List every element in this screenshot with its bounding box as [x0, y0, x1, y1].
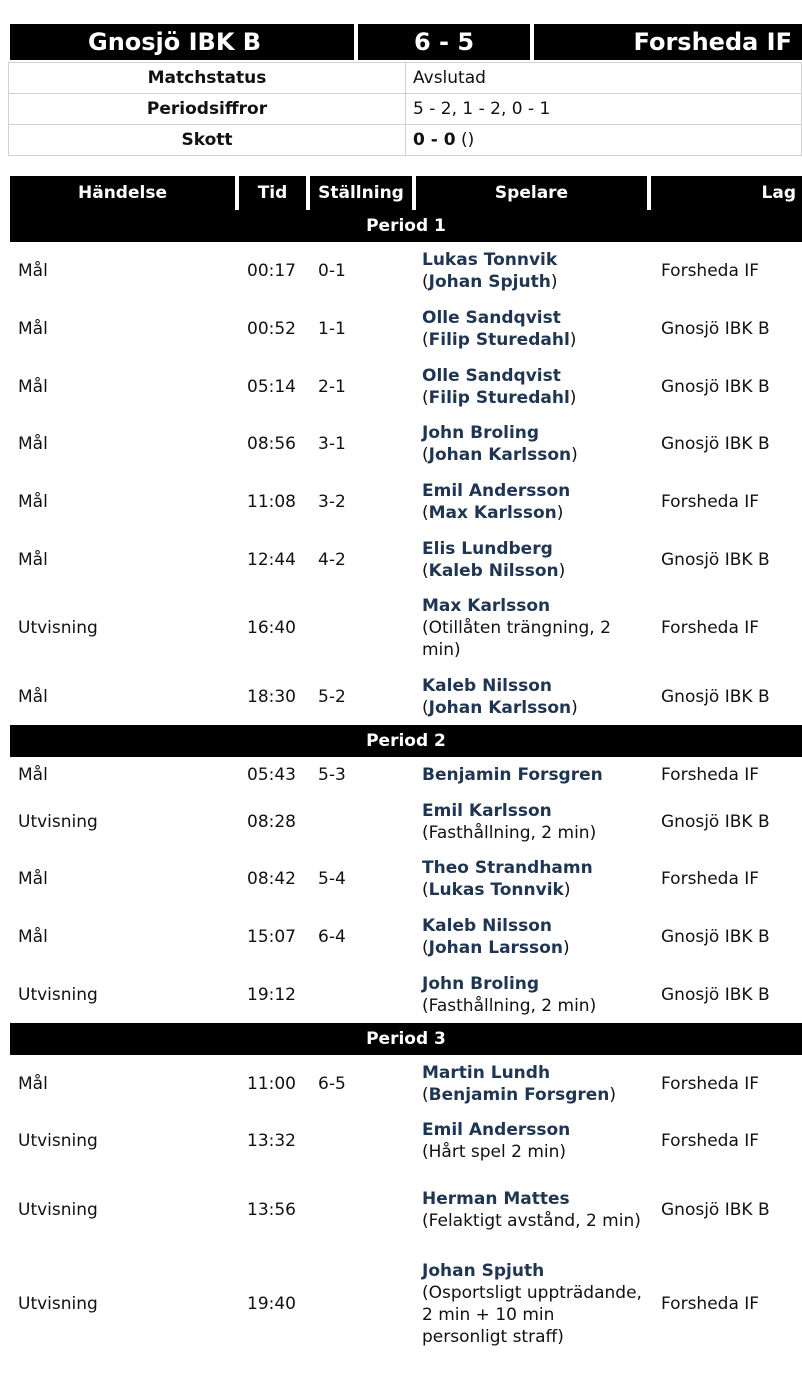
- event-team: Forsheda IF: [661, 1073, 760, 1094]
- event-time: 00:17: [247, 261, 296, 281]
- event-player-cell: [416, 966, 651, 1023]
- event-time: 16:40: [247, 618, 296, 638]
- player-link[interactable]: Martin Lundh: [422, 1062, 551, 1083]
- event-team: Gnosjö IBK B: [661, 811, 770, 832]
- info-value: 5 - 2, 1 - 2, 0 - 1: [406, 94, 802, 125]
- event-type: Mål: [18, 927, 48, 947]
- event-team: Gnosjö IBK B: [661, 927, 770, 947]
- event-player-cell: Elis Lundberg (Kaleb Nilsson): [422, 538, 566, 581]
- event-player-cell: Emil Andersson (Max Karlsson): [422, 481, 571, 523]
- event-time: 08:28: [247, 811, 296, 832]
- event-team: Forsheda IF: [661, 1294, 760, 1314]
- event-team: Gnosjö IBK B: [661, 549, 770, 570]
- event-standing: [310, 1170, 416, 1249]
- event-type: Mål: [18, 261, 48, 281]
- event-team: Forsheda IF: [661, 1131, 760, 1151]
- event-row: [10, 300, 802, 358]
- event-type: Utvisning: [18, 811, 98, 832]
- assist-player-link[interactable]: Benjamin Forsgren: [428, 1084, 610, 1105]
- event-standing: 5-3: [318, 765, 346, 785]
- event-standing: [310, 588, 416, 668]
- event-player-cell: Olle Sandqvist (Filip Sturedahl): [422, 365, 577, 408]
- event-time: 05:43: [247, 765, 296, 785]
- event-row: [10, 1170, 802, 1249]
- event-team: Gnosjö IBK B: [661, 434, 770, 454]
- event-standing: 5-2: [318, 686, 346, 707]
- event-time: 11:08: [247, 492, 296, 512]
- event-standing: [310, 1112, 416, 1170]
- event-row: [10, 757, 802, 793]
- event-standing: 1-1: [318, 319, 346, 339]
- event-team: Forsheda IF: [661, 869, 760, 889]
- event-standing: 2-1: [318, 376, 346, 397]
- event-team: Gnosjö IBK B: [661, 686, 770, 707]
- penalty-reason: (Hårt spel 2 min): [422, 1142, 567, 1162]
- penalty-reason: (Fasthållning, 2 min): [422, 995, 597, 1016]
- event-type: Utvisning: [18, 1294, 98, 1314]
- player-link[interactable]: John Broling: [422, 973, 540, 994]
- event-player-cell: [416, 588, 651, 668]
- player-link[interactable]: Emil Karlsson: [422, 800, 552, 821]
- events-header-row: [10, 176, 802, 210]
- info-row-status: [9, 63, 802, 94]
- event-row: [10, 358, 802, 415]
- event-time: 05:14: [247, 376, 296, 397]
- assist-player-link[interactable]: Kaleb Nilsson: [428, 560, 559, 581]
- event-type: Mål: [18, 434, 48, 454]
- assist-player-link[interactable]: Johan Spjuth: [428, 272, 551, 292]
- column-header-standing: Ställning: [310, 176, 416, 210]
- assist-player-link[interactable]: Max Karlsson: [428, 503, 557, 523]
- column-header-event: Händelse: [10, 176, 239, 210]
- event-team: Gnosjö IBK B: [661, 984, 770, 1005]
- event-player-cell: [416, 1249, 651, 1359]
- player-link[interactable]: Emil Andersson: [422, 481, 571, 501]
- home-team-name: Gnosjö IBK B: [10, 24, 354, 60]
- event-player-cell: John Broling (Johan Karlsson): [422, 423, 578, 465]
- player-link[interactable]: Elis Lundberg: [422, 538, 553, 559]
- event-team: Gnosjö IBK B: [661, 376, 770, 397]
- player-link[interactable]: Lukas Tonnvik: [422, 250, 558, 270]
- info-value: Avslutad: [406, 63, 802, 94]
- shots-value: 0 - 0: [413, 130, 456, 150]
- event-standing: [310, 1249, 416, 1359]
- assist-player-link[interactable]: Filip Sturedahl: [428, 330, 570, 350]
- event-row: [10, 793, 802, 850]
- player-link[interactable]: Johan Spjuth: [422, 1261, 545, 1281]
- events-table: [10, 176, 802, 1359]
- player-link[interactable]: Emil Andersson: [422, 1120, 571, 1140]
- assist-player-link[interactable]: Johan Karlsson: [428, 445, 572, 465]
- event-standing: [310, 793, 416, 850]
- shots-extra: (): [455, 130, 475, 150]
- event-time: 13:32: [247, 1131, 296, 1151]
- assist-player-link[interactable]: Johan Larsson: [428, 938, 563, 958]
- event-team: Gnosjö IBK B: [661, 1199, 770, 1220]
- event-row: [10, 908, 802, 966]
- event-time: 11:00: [247, 1073, 296, 1094]
- event-type: Mål: [18, 869, 48, 889]
- event-time: 19:40: [247, 1294, 296, 1314]
- player-link[interactable]: John Broling: [422, 423, 540, 443]
- penalty-reason: (Osportsligt uppträdande, 2 min + 10 min personligt straff): [422, 1283, 642, 1347]
- info-label: Matchstatus: [9, 63, 406, 94]
- event-standing: 6-4: [318, 927, 346, 947]
- event-row: [10, 531, 802, 588]
- event-type: Utvisning: [18, 984, 98, 1005]
- penalty-reason: (Felaktigt avstånd, 2 min): [422, 1210, 641, 1231]
- info-label: Periodsiffror: [9, 94, 406, 125]
- period-title: Period 2: [10, 725, 802, 757]
- event-type: Mål: [18, 319, 48, 339]
- event-time: 08:42: [247, 869, 296, 889]
- event-type: Utvisning: [18, 1199, 98, 1220]
- player-link[interactable]: Theo Strandhamn: [422, 858, 593, 878]
- event-player-cell: [416, 793, 651, 850]
- event-row: [10, 242, 802, 300]
- info-row-shots: [9, 125, 802, 156]
- event-row: [10, 473, 802, 531]
- away-team-name: Forsheda IF: [534, 24, 802, 60]
- event-player-cell: [416, 1112, 651, 1170]
- player-link[interactable]: Kaleb Nilsson: [422, 916, 552, 936]
- period-header-row: [10, 725, 802, 757]
- info-row-period-scores: [9, 94, 802, 125]
- event-standing: 5-4: [318, 869, 346, 889]
- event-time: 19:12: [247, 984, 296, 1005]
- player-link[interactable]: Max Karlsson: [422, 596, 551, 616]
- period-header-row: [10, 210, 802, 242]
- player-link[interactable]: Olle Sandqvist: [422, 365, 561, 386]
- event-row: [10, 668, 802, 725]
- event-player-cell: Kaleb Nilsson (Johan Karlsson): [422, 675, 578, 718]
- event-row: [10, 850, 802, 908]
- event-time: 15:07: [247, 927, 296, 947]
- event-type: Mål: [18, 376, 48, 397]
- event-row: [10, 966, 802, 1023]
- events-body: [10, 210, 802, 1359]
- event-standing: [310, 966, 416, 1023]
- player-link[interactable]: Olle Sandqvist: [422, 308, 561, 328]
- event-type: Mål: [18, 1073, 48, 1094]
- event-time: 08:56: [247, 434, 296, 454]
- assist-player-link[interactable]: Lukas Tonnvik: [428, 880, 564, 900]
- event-type: Mål: [18, 549, 48, 570]
- event-time: 00:52: [247, 319, 296, 339]
- event-row: [10, 1055, 802, 1112]
- period-header-row: [10, 1023, 802, 1055]
- event-row: [10, 1249, 802, 1359]
- match-header: [10, 24, 802, 60]
- event-standing: 0-1: [318, 261, 346, 281]
- match-score: 6 - 5: [358, 24, 530, 60]
- event-team: Forsheda IF: [661, 765, 760, 785]
- event-player-cell: Kaleb Nilsson (Johan Larsson): [422, 916, 570, 958]
- event-player-cell: [416, 757, 651, 793]
- event-type: Mål: [18, 686, 48, 707]
- period-title: Period 1: [10, 210, 802, 242]
- event-type: Utvisning: [18, 618, 98, 638]
- info-label: Skott: [9, 125, 406, 156]
- event-type: Utvisning: [18, 1131, 98, 1151]
- column-header-player: Spelare: [416, 176, 651, 210]
- period-title: Period 3: [10, 1023, 802, 1055]
- event-team: Forsheda IF: [661, 618, 760, 638]
- match-info-table: [8, 62, 802, 156]
- event-row: [10, 588, 802, 668]
- event-player-cell: Lukas Tonnvik (Johan Spjuth): [422, 250, 558, 292]
- assist-player-link[interactable]: Johan Karlsson: [428, 697, 572, 718]
- event-team: Forsheda IF: [661, 261, 760, 281]
- penalty-reason: (Otillåten trängning, 2 min): [422, 618, 611, 660]
- event-row: [10, 415, 802, 473]
- event-standing: 4-2: [318, 549, 346, 570]
- column-header-team: Lag: [651, 176, 802, 210]
- column-header-time: Tid: [239, 176, 310, 210]
- event-time: 13:56: [247, 1199, 296, 1220]
- event-team: Gnosjö IBK B: [661, 319, 770, 339]
- event-standing: 3-2: [318, 492, 346, 512]
- event-time: 12:44: [247, 549, 296, 570]
- info-value: [406, 125, 802, 156]
- player-link[interactable]: Benjamin Forsgren: [422, 765, 603, 785]
- event-type: Mål: [18, 492, 48, 512]
- player-link[interactable]: Herman Mattes: [422, 1188, 570, 1209]
- event-time: 18:30: [247, 686, 296, 707]
- player-link[interactable]: Kaleb Nilsson: [422, 675, 552, 696]
- penalty-reason: (Fasthållning, 2 min): [422, 822, 597, 843]
- event-player-cell: [416, 1170, 651, 1249]
- event-player-cell: Martin Lundh (Benjamin Forsgren): [422, 1062, 617, 1105]
- event-row: [10, 1112, 802, 1170]
- event-standing: 3-1: [318, 434, 346, 454]
- assist-player-link[interactable]: Filip Sturedahl: [428, 387, 570, 408]
- event-player-cell: Theo Strandhamn (Lukas Tonnvik): [422, 858, 593, 900]
- event-type: Mål: [18, 765, 48, 785]
- event-team: Forsheda IF: [661, 492, 760, 512]
- event-standing: 6-5: [318, 1073, 346, 1094]
- event-player-cell: Olle Sandqvist (Filip Sturedahl): [422, 308, 577, 350]
